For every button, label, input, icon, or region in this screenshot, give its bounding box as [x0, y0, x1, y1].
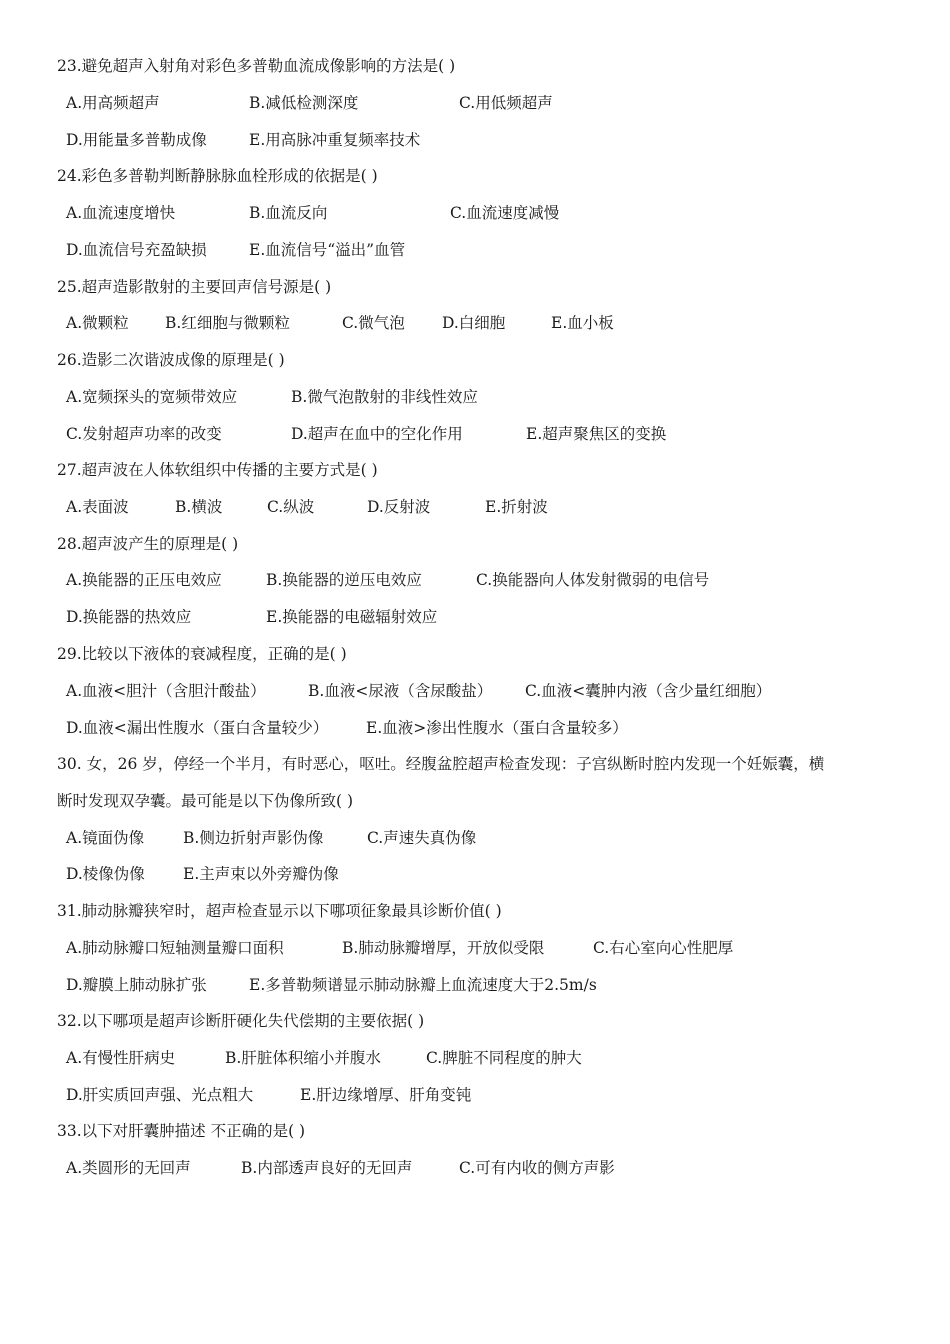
answer-option: E.折射波: [485, 498, 548, 516]
question-stem: 26.造影二次谐波成像的原理是( ): [57, 351, 285, 369]
question-stem: 24.彩色多普勒判断静脉脉血栓形成的依据是( ): [57, 167, 378, 185]
question-stem: 33.以下对肝囊肿描述 不正确的是( ): [57, 1122, 306, 1140]
answer-option: E.肝边缘增厚、肝角变钝: [300, 1086, 472, 1104]
answer-option: B.内部透声良好的无回声: [241, 1159, 413, 1177]
answer-option: E.用高脉冲重复频率技术: [249, 131, 421, 149]
question-stem: 断时发现双孕囊。最可能是以下伪像所致( ): [57, 792, 354, 810]
answer-option: A.换能器的正压电效应: [66, 571, 222, 589]
answer-option: D.肝实质回声强、光点粗大: [66, 1086, 254, 1104]
answer-option: D.棱像伪像: [66, 865, 145, 883]
answer-option: A.镜面伪像: [66, 829, 145, 847]
answer-option: E.血流信号“溢出”血管: [249, 241, 406, 259]
answer-option: D.血液<漏出性腹水（蛋白含量较少）: [66, 719, 329, 737]
answer-option: A.用高频超声: [66, 94, 160, 112]
question-stem: 27.超声波在人体软组织中传播的主要方式是( ): [57, 461, 378, 479]
answer-option: C.声速失真伪像: [367, 829, 477, 847]
answer-option: B.红细胞与微颗粒: [165, 314, 290, 332]
answer-option: C.脾脏不同程度的肿大: [426, 1049, 582, 1067]
answer-option: C.血液<囊肿内液（含少量红细胞）: [525, 682, 772, 700]
answer-option: A.类圆形的无回声: [66, 1159, 191, 1177]
question-stem: 25.超声造影散射的主要回声信号源是( ): [57, 278, 332, 296]
answer-option: B.减低检测深度: [249, 94, 359, 112]
question-stem: 23.避免超声入射角对彩色多普勒血流成像影响的方法是( ): [57, 57, 456, 75]
answer-option: A.肺动脉瓣口短轴测量瓣口面积: [66, 939, 284, 957]
answer-option: C.发射超声功率的改变: [66, 425, 222, 443]
question-stem: 32.以下哪项是超声诊断肝硬化失代偿期的主要依据( ): [57, 1012, 425, 1030]
question-stem: 29.比较以下液体的衰减程度，正确的是( ): [57, 645, 347, 663]
answer-option: D.血流信号充盈缺损: [66, 241, 207, 259]
answer-option: D.瓣膜上肺动脉扩张: [66, 976, 207, 994]
answer-option: A.血流速度增快: [66, 204, 176, 222]
answer-option: A.宽频探头的宽频带效应: [66, 388, 238, 406]
answer-option: E.主声束以外旁瓣伪像: [183, 865, 339, 883]
answer-option: E.换能器的电磁辐射效应: [266, 608, 438, 626]
answer-option: D.用能量多普勒成像: [66, 131, 207, 149]
answer-option: D.白细胞: [442, 314, 506, 332]
answer-option: D.超声在血中的空化作用: [291, 425, 463, 443]
answer-option: A.微颗粒: [66, 314, 129, 332]
answer-option: C.右心室向心性肥厚: [593, 939, 734, 957]
answer-option: B.横波: [175, 498, 223, 516]
answer-option: E.血液>渗出性腹水（蛋白含量较多）: [366, 719, 628, 737]
answer-option: A.表面波: [66, 498, 129, 516]
answer-option: B.微气泡散射的非线性效应: [291, 388, 478, 406]
answer-option: B.血液<尿液（含尿酸盐）: [308, 682, 493, 700]
answer-option: E.多普勒频谱显示肺动脉瓣上血流速度大于2.5m/s: [249, 976, 597, 994]
answer-option: D.换能器的热效应: [66, 608, 192, 626]
question-stem: 31.肺动脉瓣狭窄时，超声检查显示以下哪项征象最具诊断价值( ): [57, 902, 502, 920]
answer-option: E.血小板: [551, 314, 614, 332]
answer-option: C.用低频超声: [459, 94, 553, 112]
answer-option: C.纵波: [267, 498, 315, 516]
answer-option: A.有慢性肝病史: [66, 1049, 176, 1067]
answer-option: C.可有内收的侧方声影: [459, 1159, 615, 1177]
answer-option: C.微气泡: [342, 314, 405, 332]
answer-option: C.血流速度减慢: [450, 204, 560, 222]
answer-option: B.侧边折射声影伪像: [183, 829, 324, 847]
answer-option: C.换能器向人体发射微弱的电信号: [476, 571, 710, 589]
answer-option: A.血液<胆汁（含胆汁酸盐）: [66, 682, 266, 700]
answer-option: D.反射波: [367, 498, 431, 516]
answer-option: B.肺动脉瓣增厚，开放似受限: [342, 939, 545, 957]
question-stem: 30. 女，26 岁，停经一个半月，有时恶心，呕吐。经腹盆腔超声检查发现：子宫纵断时腔内发现一个妊娠囊，横: [57, 755, 825, 773]
answer-option: B.血流反向: [249, 204, 328, 222]
answer-option: B.换能器的逆压电效应: [266, 571, 422, 589]
answer-option: B.肝脏体积缩小并腹水: [225, 1049, 381, 1067]
answer-option: E.超声聚焦区的变换: [526, 425, 667, 443]
question-stem: 28.超声波产生的原理是( ): [57, 535, 239, 553]
